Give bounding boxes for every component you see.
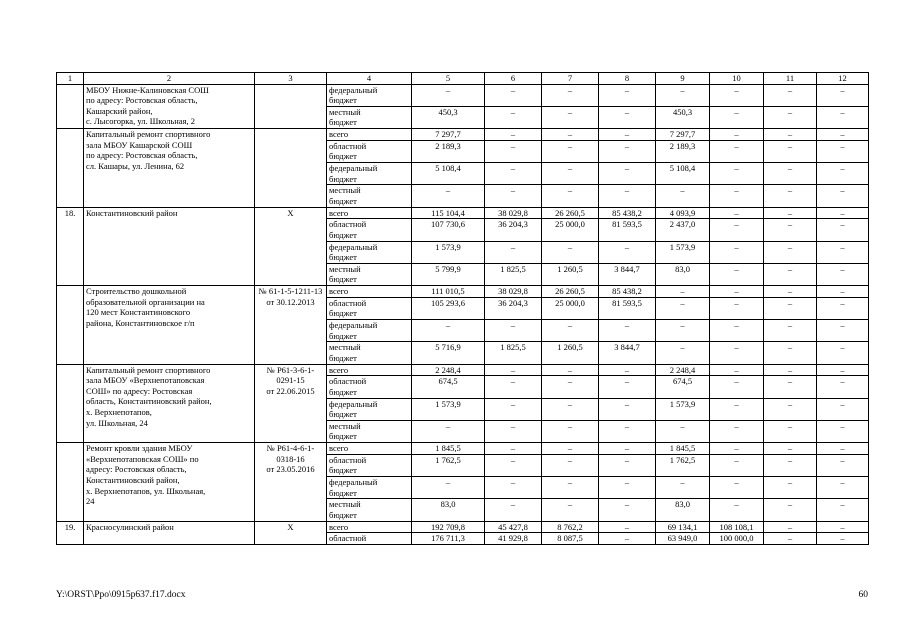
document-reference-cell [255, 129, 327, 207]
amount-cell: – [599, 533, 656, 545]
amount-cell: – [764, 443, 817, 455]
funding-source-cell: местный бюджет [327, 342, 412, 364]
amount-cell: – [542, 84, 599, 106]
amount-cell: – [542, 140, 599, 162]
object-name-cell: МБОУ Нижне-Калиновская СОШ по адресу: Ростовская область, Кашарский район, с. Лысогорка, ул. Школьная, 2 [84, 84, 255, 129]
column-number-header-row [57, 73, 869, 85]
amount-cell: 38 029,8 [485, 207, 542, 219]
amount-cell: – [817, 297, 869, 319]
amount-cell: – [710, 84, 764, 106]
amount-cell: – [710, 454, 764, 476]
amount-cell: – [710, 499, 764, 521]
amount-cell: – [412, 477, 485, 499]
amount-cell: 5 716,9 [412, 342, 485, 364]
amount-cell: 8 762,2 [542, 521, 599, 533]
amount-cell: – [710, 286, 764, 298]
amount-cell: – [710, 297, 764, 319]
budget-table [56, 72, 869, 545]
amount-cell: – [764, 241, 817, 263]
amount-cell: 7 297,7 [412, 129, 485, 141]
amount-cell: – [710, 129, 764, 141]
object-name-cell: Строительство дошкольной образовательной организации на 120 мест Константиновского района, Константиновское г/п [84, 286, 255, 364]
amount-cell: 26 260,5 [542, 207, 599, 219]
amount-cell: – [817, 286, 869, 298]
amount-cell: – [542, 499, 599, 521]
amount-cell: 1 573,9 [412, 398, 485, 420]
item-number-cell [57, 286, 84, 364]
column-number-cell: 3 [255, 73, 327, 85]
amount-cell: 5 108,4 [656, 163, 710, 185]
amount-cell: – [412, 185, 485, 207]
amount-cell: 1 845,5 [412, 443, 485, 455]
document-reference-cell: Х [255, 207, 327, 285]
amount-cell: – [764, 129, 817, 141]
amount-cell: – [485, 364, 542, 376]
amount-cell: – [764, 185, 817, 207]
amount-cell: – [710, 420, 764, 442]
item-number-cell: 18. [57, 207, 84, 285]
amount-cell: 107 730,6 [412, 219, 485, 241]
funding-source-cell: областной бюджет [327, 454, 412, 476]
amount-cell: – [542, 364, 599, 376]
amount-cell: – [599, 499, 656, 521]
amount-cell: – [542, 185, 599, 207]
column-number-cell: 5 [412, 73, 485, 85]
funding-source-cell: местный бюджет [327, 185, 412, 207]
object-name-cell: Капитальный ремонт спортивного зала МБОУ Кашарской СОШ по адресу: Ростовская область, сл. Кашары, ул. Ленина, 62 [84, 129, 255, 207]
column-number-cell: 8 [599, 73, 656, 85]
funding-source-cell: местный бюджет [327, 420, 412, 442]
amount-cell: 192 709,8 [412, 521, 485, 533]
amount-cell: – [599, 454, 656, 476]
amount-cell: – [764, 207, 817, 219]
funding-source-cell: областной бюджет [327, 140, 412, 162]
amount-cell: – [412, 320, 485, 342]
funding-source-cell: всего [327, 443, 412, 455]
amount-cell: – [542, 454, 599, 476]
amount-cell: – [656, 297, 710, 319]
amount-cell: – [710, 443, 764, 455]
amount-cell: – [542, 443, 599, 455]
amount-cell: – [710, 219, 764, 241]
amount-cell: 1 573,9 [656, 241, 710, 263]
amount-cell: – [710, 477, 764, 499]
table-row [57, 84, 869, 106]
amount-cell: 108 108,1 [710, 521, 764, 533]
column-number-cell: 2 [84, 73, 255, 85]
amount-cell: 3 844,7 [599, 342, 656, 364]
document-reference-cell: Х [255, 521, 327, 544]
amount-cell: – [485, 241, 542, 263]
amount-cell: – [764, 140, 817, 162]
document-reference-cell: № Р61-3-6-1- 0291-15 от 22.06.2015 [255, 364, 327, 442]
column-number-cell: 9 [656, 73, 710, 85]
amount-cell: – [817, 84, 869, 106]
amount-cell: – [485, 398, 542, 420]
amount-cell: 85 438,2 [599, 286, 656, 298]
amount-cell: – [485, 443, 542, 455]
funding-source-cell: областной бюджет [327, 297, 412, 319]
amount-cell: – [485, 185, 542, 207]
amount-cell: – [764, 163, 817, 185]
object-name-cell: Константиновский район [84, 207, 255, 285]
amount-cell: – [656, 477, 710, 499]
amount-cell: – [710, 320, 764, 342]
amount-cell: 2 437,0 [656, 219, 710, 241]
funding-source-cell: федеральный бюджет [327, 163, 412, 185]
amount-cell: 26 260,5 [542, 286, 599, 298]
amount-cell: – [764, 286, 817, 298]
amount-cell: – [817, 106, 869, 128]
funding-source-cell: местный бюджет [327, 499, 412, 521]
amount-cell: – [710, 163, 764, 185]
item-number-cell [57, 129, 84, 207]
amount-cell: – [542, 129, 599, 141]
amount-cell: – [542, 106, 599, 128]
funding-source-cell: федеральный бюджет [327, 398, 412, 420]
funding-source-cell: федеральный бюджет [327, 84, 412, 106]
amount-cell: 4 093,9 [656, 207, 710, 219]
amount-cell: – [542, 477, 599, 499]
amount-cell: – [599, 185, 656, 207]
amount-cell: – [710, 398, 764, 420]
document-file-path: Y:\ORST\Ppo\0915p637.f17.docx [56, 590, 186, 600]
amount-cell: – [599, 106, 656, 128]
amount-cell: – [542, 163, 599, 185]
amount-cell: 674,5 [656, 376, 710, 398]
amount-cell: – [817, 163, 869, 185]
amount-cell: – [817, 376, 869, 398]
amount-cell: – [542, 241, 599, 263]
funding-source-cell: местный бюджет [327, 263, 412, 285]
amount-cell: – [599, 84, 656, 106]
amount-cell: – [656, 342, 710, 364]
document-reference-cell [255, 84, 327, 129]
amount-cell: – [817, 241, 869, 263]
funding-source-cell: всего [327, 286, 412, 298]
amount-cell: – [817, 533, 869, 545]
amount-cell: 176 711,3 [412, 533, 485, 545]
column-number-cell: 4 [327, 73, 412, 85]
amount-cell: 115 104,4 [412, 207, 485, 219]
funding-source-cell: местный бюджет [327, 106, 412, 128]
amount-cell: – [817, 477, 869, 499]
column-number-cell: 10 [710, 73, 764, 85]
funding-source-cell: всего [327, 364, 412, 376]
amount-cell: – [599, 163, 656, 185]
amount-cell: – [764, 420, 817, 442]
amount-cell: – [817, 219, 869, 241]
amount-cell: 2 248,4 [412, 364, 485, 376]
amount-cell: – [599, 140, 656, 162]
amount-cell: 36 204,3 [485, 219, 542, 241]
amount-cell: – [817, 185, 869, 207]
amount-cell: – [485, 140, 542, 162]
amount-cell: 1 762,5 [656, 454, 710, 476]
item-number-cell: 19. [57, 521, 84, 544]
amount-cell: – [764, 320, 817, 342]
amount-cell: – [710, 364, 764, 376]
column-number-cell: 7 [542, 73, 599, 85]
item-number-cell [57, 84, 84, 129]
amount-cell: – [817, 454, 869, 476]
column-number-cell: 1 [57, 73, 84, 85]
amount-cell: – [817, 140, 869, 162]
amount-cell: – [485, 106, 542, 128]
amount-cell: 1 825,5 [485, 263, 542, 285]
amount-cell: – [656, 286, 710, 298]
amount-cell: – [599, 443, 656, 455]
amount-cell: – [817, 129, 869, 141]
document-reference-cell: № Р61-4-6-1- 0318-16 от 23.05.2016 [255, 443, 327, 521]
amount-cell: – [542, 376, 599, 398]
amount-cell: – [542, 420, 599, 442]
table-row [57, 521, 869, 533]
column-number-cell: 6 [485, 73, 542, 85]
amount-cell: 1 260,5 [542, 263, 599, 285]
amount-cell: – [764, 219, 817, 241]
amount-cell: 674,5 [412, 376, 485, 398]
amount-cell: 81 593,5 [599, 297, 656, 319]
amount-cell: – [764, 376, 817, 398]
table-body [57, 73, 869, 545]
amount-cell: 85 438,2 [599, 207, 656, 219]
amount-cell: 63 949,0 [656, 533, 710, 545]
funding-source-cell: областной бюджет [327, 376, 412, 398]
amount-cell: – [485, 320, 542, 342]
amount-cell: – [817, 320, 869, 342]
amount-cell: – [764, 84, 817, 106]
amount-cell: – [485, 477, 542, 499]
amount-cell: – [764, 263, 817, 285]
funding-source-cell: областной бюджет [327, 219, 412, 241]
amount-cell: 69 134,1 [656, 521, 710, 533]
item-number-cell [57, 364, 84, 442]
amount-cell: 36 204,3 [485, 297, 542, 319]
document-reference-cell: № 61-1-5-1211-13 от 30.12.2013 [255, 286, 327, 364]
amount-cell: 8 087,5 [542, 533, 599, 545]
amount-cell: – [542, 398, 599, 420]
amount-cell: 450,3 [412, 106, 485, 128]
amount-cell: 41 929,8 [485, 533, 542, 545]
amount-cell: – [817, 521, 869, 533]
amount-cell: 38 029,8 [485, 286, 542, 298]
amount-cell: 1 573,9 [656, 398, 710, 420]
amount-cell: – [599, 241, 656, 263]
amount-cell: 105 293,6 [412, 297, 485, 319]
funding-source-cell: всего [327, 207, 412, 219]
amount-cell: – [764, 533, 817, 545]
object-name-cell: Красносулинский район [84, 521, 255, 544]
amount-cell: 100 000,0 [710, 533, 764, 545]
amount-cell: – [485, 163, 542, 185]
amount-cell: 83,0 [656, 499, 710, 521]
amount-cell: 25 000,0 [542, 219, 599, 241]
amount-cell: – [710, 241, 764, 263]
amount-cell: – [710, 207, 764, 219]
amount-cell: – [710, 263, 764, 285]
amount-cell: 7 297,7 [656, 129, 710, 141]
amount-cell: 5 799,9 [412, 263, 485, 285]
funding-source-cell: всего [327, 521, 412, 533]
amount-cell: 1 260,5 [542, 342, 599, 364]
amount-cell: – [485, 420, 542, 442]
funding-source-cell: федеральный бюджет [327, 320, 412, 342]
amount-cell: – [764, 499, 817, 521]
column-number-cell: 12 [817, 73, 869, 85]
amount-cell: 2 248,4 [656, 364, 710, 376]
amount-cell: – [710, 185, 764, 207]
amount-cell: – [817, 207, 869, 219]
amount-cell: 2 189,3 [412, 140, 485, 162]
amount-cell: – [710, 106, 764, 128]
object-name-cell: Ремонт кровли здания МБОУ «Верхнепотаповская СОШ» по адресу: Ростовская область, Константиновский район, х. Верхнепотапов, ул. Школьная, 24 [84, 443, 255, 521]
funding-source-cell: федеральный бюджет [327, 477, 412, 499]
amount-cell: – [485, 84, 542, 106]
amount-cell: – [817, 398, 869, 420]
table-row [57, 129, 869, 141]
table-row [57, 286, 869, 298]
amount-cell: – [764, 364, 817, 376]
amount-cell: – [817, 499, 869, 521]
amount-cell: – [599, 398, 656, 420]
item-number-cell [57, 443, 84, 521]
amount-cell: – [817, 443, 869, 455]
amount-cell: – [817, 263, 869, 285]
amount-cell: – [542, 320, 599, 342]
amount-cell: – [485, 499, 542, 521]
amount-cell: 3 844,7 [599, 263, 656, 285]
amount-cell: – [599, 521, 656, 533]
amount-cell: – [599, 320, 656, 342]
column-number-cell: 11 [764, 73, 817, 85]
amount-cell: 111 010,5 [412, 286, 485, 298]
amount-cell: 83,0 [656, 263, 710, 285]
amount-cell: 83,0 [412, 499, 485, 521]
amount-cell: – [599, 376, 656, 398]
amount-cell: – [485, 129, 542, 141]
amount-cell: 25 000,0 [542, 297, 599, 319]
amount-cell: 1 845,5 [656, 443, 710, 455]
amount-cell: – [599, 364, 656, 376]
amount-cell: 450,3 [656, 106, 710, 128]
funding-source-cell: федеральный бюджет [327, 241, 412, 263]
amount-cell: – [764, 342, 817, 364]
amount-cell: – [485, 376, 542, 398]
amount-cell: – [764, 398, 817, 420]
amount-cell: 1 825,5 [485, 342, 542, 364]
amount-cell: 1 762,5 [412, 454, 485, 476]
amount-cell: – [764, 521, 817, 533]
amount-cell: – [485, 454, 542, 476]
amount-cell: – [764, 477, 817, 499]
amount-cell: – [764, 297, 817, 319]
amount-cell: 2 189,3 [656, 140, 710, 162]
amount-cell: – [412, 84, 485, 106]
amount-cell: 5 108,4 [412, 163, 485, 185]
amount-cell: 45 427,8 [485, 521, 542, 533]
amount-cell: – [764, 106, 817, 128]
amount-cell: – [710, 342, 764, 364]
amount-cell: – [599, 129, 656, 141]
object-name-cell: Капитальный ремонт спортивного зала МБОУ «Верхнепотаповская СОШ» по адресу: Ростовская область, Константиновский район, х. Верхнепотапов, ул. Школьная, 24 [84, 364, 255, 442]
amount-cell: 81 593,5 [599, 219, 656, 241]
amount-cell: – [710, 140, 764, 162]
amount-cell: – [599, 477, 656, 499]
table-row [57, 443, 869, 455]
amount-cell: – [656, 185, 710, 207]
table-row [57, 364, 869, 376]
funding-source-cell: областной [327, 533, 412, 545]
amount-cell: – [656, 84, 710, 106]
funding-source-cell: всего [327, 129, 412, 141]
amount-cell: – [656, 420, 710, 442]
amount-cell: – [599, 420, 656, 442]
amount-cell: – [764, 454, 817, 476]
amount-cell: 1 573,9 [412, 241, 485, 263]
amount-cell: – [656, 320, 710, 342]
amount-cell: – [817, 342, 869, 364]
amount-cell: – [817, 364, 869, 376]
amount-cell: – [710, 376, 764, 398]
page-number: 60 [858, 590, 868, 600]
amount-cell: – [412, 420, 485, 442]
table-row [57, 207, 869, 219]
amount-cell: – [817, 420, 869, 442]
